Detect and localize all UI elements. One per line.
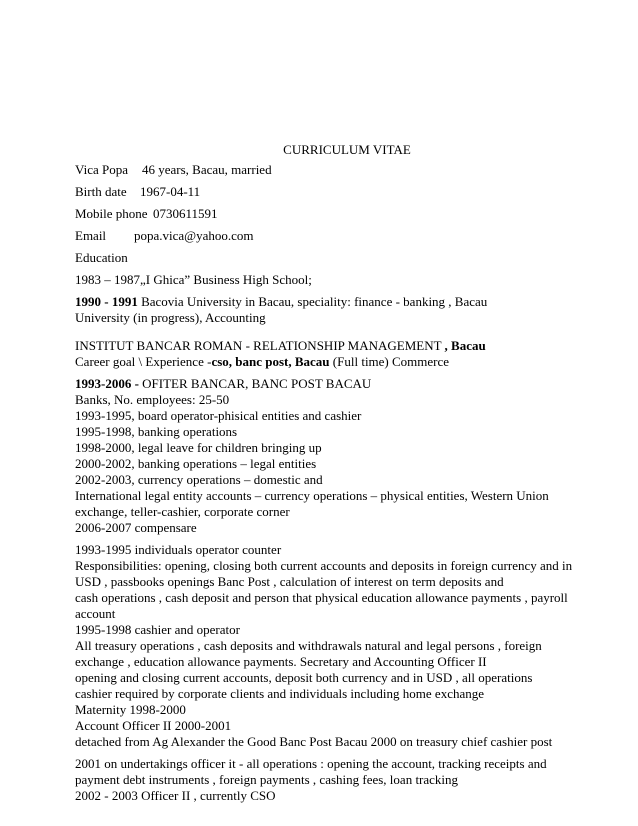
- document-title: CURRICULUM VITAE: [283, 142, 411, 157]
- details-line: All treasury operations , cash deposits and withdrawals natural and legal persons , foreign: [75, 638, 542, 653]
- career-goal-type: (Full time) Commerce: [329, 354, 450, 369]
- mobile-value: 0730611591: [153, 206, 218, 221]
- final-section: [75, 756, 575, 804]
- experience-line: Banks, No. employees: 25-50: [75, 392, 230, 407]
- career-goal-employer: cso, banc post, Bacau: [211, 354, 330, 369]
- email-row: [75, 228, 575, 244]
- experience-line: 1993-1995, board operator-phisical entities and cashier: [75, 408, 362, 423]
- details-line: Account Officer II 2000-2001: [75, 718, 232, 733]
- experience-line: 2006-2007 compensare: [75, 520, 197, 535]
- experience-title: OFITER BANCAR, BANC POST BACAU: [138, 376, 372, 391]
- birth-label: Birth date: [75, 184, 127, 199]
- experience-line: 1995-1998, banking operations: [75, 424, 238, 439]
- birth-row: [75, 184, 575, 200]
- details-line: cash operations , cash deposit and person that physical education allowance payments , payroll: [75, 590, 568, 605]
- experience-line: exchange, teller-cashier, corporate corner: [75, 504, 290, 519]
- name-row: [75, 162, 575, 178]
- details-line: 1993-1995 individuals operator counter: [75, 542, 282, 557]
- employer-location: , Bacau: [444, 338, 486, 353]
- details-line: account: [75, 606, 116, 621]
- education-university-years: 1990 - 1991: [75, 294, 138, 309]
- details-section: [75, 542, 575, 750]
- final-line: 2001 on undertakings officer it - all operations : opening the account, tracking receipts and: [75, 756, 547, 771]
- mobile-label: Mobile phone: [75, 206, 148, 221]
- experience-line: 2002-2003, currency operations – domestic and: [75, 472, 323, 487]
- education-university: [75, 294, 575, 326]
- experience-line: 1998-2000, legal leave for children bringing up: [75, 440, 322, 455]
- experience-section: [75, 376, 575, 536]
- experience-line: 2000-2002, banking operations – legal entities: [75, 456, 317, 471]
- final-line: payment debt instruments , foreign payments , cashing fees, loan tracking: [75, 772, 459, 787]
- education-university-text: Bacovia University in Bacau, speciality: finance - banking , Bacau: [137, 294, 488, 309]
- details-line: detached from Ag Alexander the Good Banc Post Bacau 2000 on treasury chief cashier post: [75, 734, 553, 749]
- email-label: Email: [75, 228, 107, 243]
- name-text: Vica Popa: [75, 162, 129, 177]
- details-line: Maternity 1998-2000: [75, 702, 186, 717]
- employer-section: [75, 338, 575, 370]
- details-line: USD , passbooks openings Banc Post , calculation of interest on term deposits and: [75, 574, 504, 589]
- final-line: 2002 - 2003 Officer II , currently CSO: [75, 788, 276, 803]
- details-line: 1995-1998 cashier and operator: [75, 622, 240, 637]
- details-line: cashier required by corporate clients and individuals including home exchange: [75, 686, 484, 701]
- details-line: exchange , education allowance payments. Secretary and Accounting Officer II: [75, 654, 487, 669]
- document-body: [75, 162, 575, 804]
- education-university-cont: University (in progress), Accounting: [75, 310, 266, 325]
- birth-value: 1967-04-11: [140, 184, 201, 199]
- career-goal-label: Career goal \ Experience -: [75, 354, 212, 369]
- experience-line: International legal entity accounts – currency operations – physical entities, Western Union: [75, 488, 549, 503]
- mobile-row: [75, 206, 575, 222]
- details-line: Responsibilities: opening, closing both current accounts and deposits in foreign currency and in: [75, 558, 573, 573]
- details-line: opening and closing current accounts, deposit both currency and in USD , all operations: [75, 670, 533, 685]
- experience-years: 1993-2006 -: [75, 376, 139, 391]
- personal-details: 46 years, Bacau, married: [142, 162, 272, 177]
- education-heading: Education: [75, 250, 128, 265]
- employer-name: INSTITUT BANCAR ROMAN - RELATIONSHIP MANAGEMENT: [75, 338, 445, 353]
- email-value: popa.vica@yahoo.com: [134, 228, 254, 243]
- education-highschool: 1983 – 1987„I Ghica” Business High School;: [75, 272, 312, 287]
